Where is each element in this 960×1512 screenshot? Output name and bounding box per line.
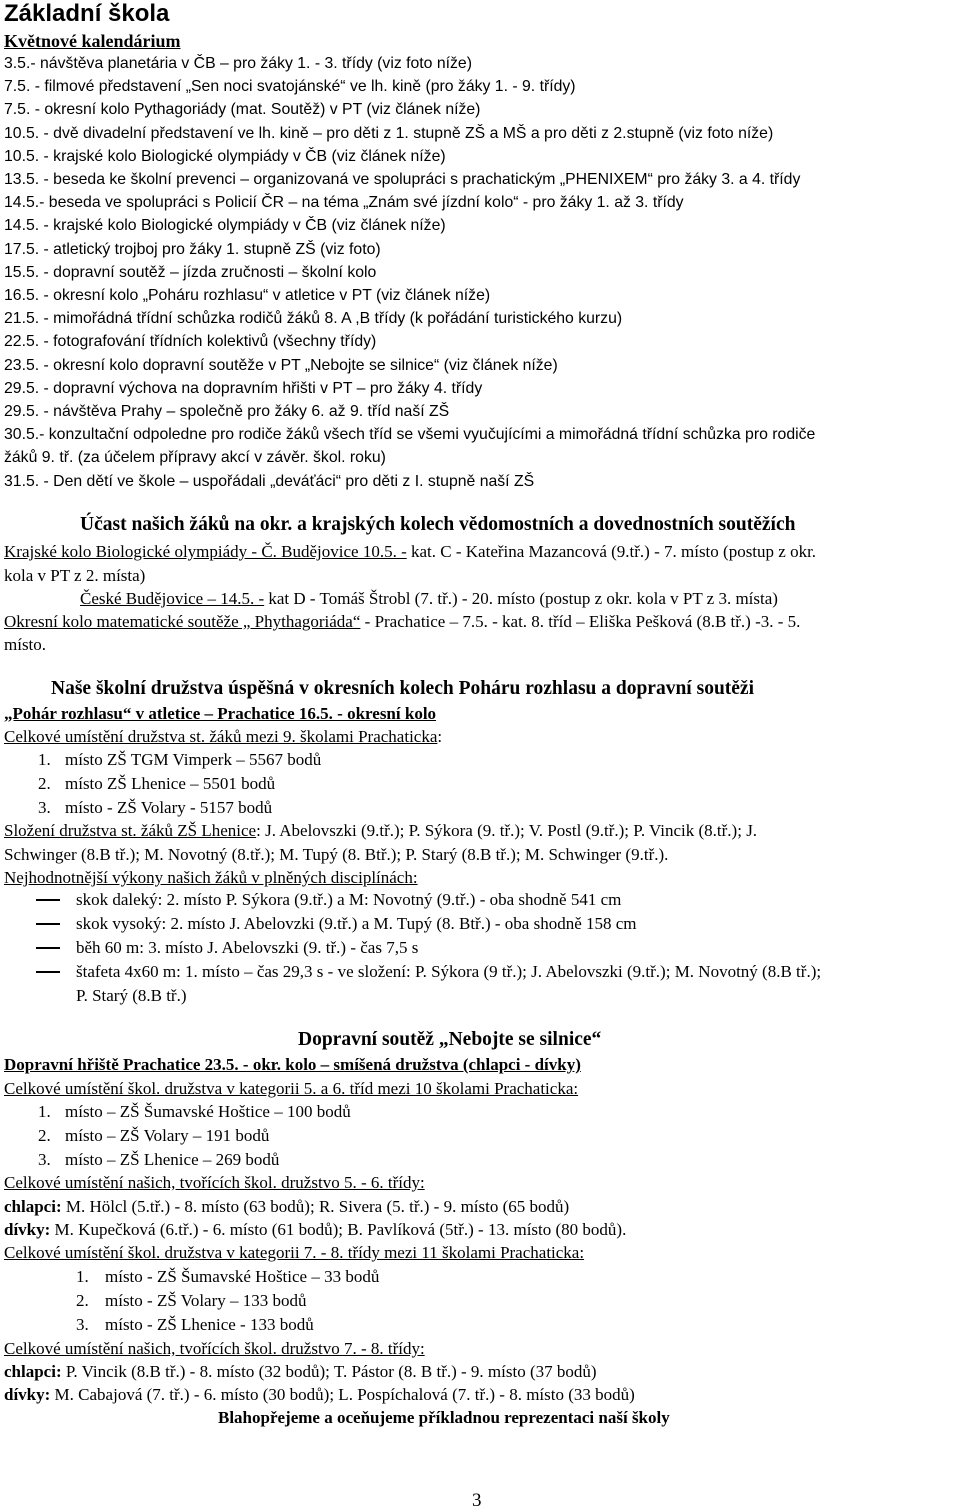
page-number: 3 xyxy=(472,1490,482,1511)
composition-label: Složení družstva st. žáků ZŠ Lhenice xyxy=(4,821,257,840)
girls56-text: M. Kupečková (6.tř.) - 6. místo (61 bodů); B. Pavlíková (5tř.) - 13. místo (80 bodů). xyxy=(50,1220,627,1239)
ranking-item xyxy=(76,1265,379,1289)
boys78-label: chlapci: xyxy=(4,1362,62,1381)
calendar-line: 21.5. - mimořádná třídní schůzka rodičů žáků 8. A ,B třídy (k pořádání turistického kurzu) xyxy=(4,310,623,328)
calendar-line: 29.5. - dopravní výchova na dopravním hřišti v PT – pro žáky 4. třídy xyxy=(4,379,483,397)
ranking-item xyxy=(38,796,272,820)
discipline-item: běh 60 m: 3. místo J. Abelovszki (9. tř.) - čas 7,5 s xyxy=(76,938,419,957)
ranking-num: 1. xyxy=(38,1102,51,1121)
ranking-text: místo - ZŠ Šumavské Hoštice – 33 bodů xyxy=(105,1267,380,1286)
teams-overall-colon: : xyxy=(437,727,443,746)
page-title: Základní škola xyxy=(4,0,170,27)
calendar-line: 7.5. - okresní kolo Pythagoriády (mat. Soutěž) v PT (viz článek níže) xyxy=(4,101,481,119)
calendar-line: 10.5. - krajské kolo Biologické olympiády v ČB (viz článek níže) xyxy=(4,147,446,165)
bio-cb-label: České Budějovice – 14.5. - xyxy=(80,589,265,608)
boys78-text: P. Vincik (8.B tř.) - 8. místo (32 bodů); T. Pástor (8. B tř.) - 9. místo (37 bodů) xyxy=(61,1362,597,1381)
ranking-text: místo – ZŠ Šumavské Hoštice – 100 bodů xyxy=(65,1102,351,1121)
ranking-text: místo ZŠ TGM Vimperk – 5567 bodů xyxy=(65,750,322,769)
girls56-result xyxy=(4,1218,626,1241)
teams-overall-label: Celkové umístění družstva st. žáků mezi 9. školami Prachaticka xyxy=(4,727,438,746)
calendar-line: 15.5. - dopravní soutěž – jízda zručnosti – školní kolo xyxy=(4,263,377,281)
ranking-item xyxy=(38,748,321,772)
calendar-line: 7.5. - filmové představení „Sen noci svatojánské“ ve lh. kině (pro žáky 1. - 9. třídy) xyxy=(4,78,576,96)
dash-bullet xyxy=(36,899,60,901)
dash-bullet xyxy=(36,947,60,949)
calendar-line: 22.5. - fotografování třídních kolektivů (všechny třídy) xyxy=(4,333,377,351)
boys78-result xyxy=(4,1360,597,1383)
cat78-label: Celkové umístění škol. družstva v kategorii 7. - 8. třídy mezi 11 školami Prachaticka: xyxy=(4,1243,585,1262)
ranking-num: 2. xyxy=(38,774,51,793)
calendar-line: 14.5. - krajské kolo Biologické olympiády v ČB (viz článek níže) xyxy=(4,217,446,235)
ranking-text: místo - ZŠ Volary – 133 bodů xyxy=(105,1291,307,1310)
dash-bullet xyxy=(36,971,60,973)
bio-cb-text: kat D - Tomáš Štrobl (7. tř.) - 20. místo (postup z okr. kola v PT z 3. místa) xyxy=(264,589,778,608)
math-cont: místo. xyxy=(4,635,47,654)
ranking-num: 3. xyxy=(38,1150,51,1169)
composition-cont: Schwinger (8.B tř.); M. Novotný (8.tř.); M. Tupý (8. Btř.); P. Starý (8.B tř.); M. Schwinger (9.tř.). xyxy=(4,845,669,864)
team-composition xyxy=(4,819,757,842)
bio-regional-result xyxy=(4,540,816,563)
boys56-result xyxy=(4,1195,569,1218)
teams-title: Naše školní družstva úspěšná v okresních kolech Poháru rozhlasu a dopravní soutěži xyxy=(51,678,755,699)
ind78-label: Celkové umístění našich, tvořících škol. družstvo 7. - 8. třídy: xyxy=(4,1339,425,1358)
ranking-text: místo - ZŠ Lhenice - 133 bodů xyxy=(105,1315,314,1334)
competitions-title: Účast našich žáků na okr. a krajských kolech vědomostních a dovednostních soutěžích xyxy=(80,514,796,535)
discipline-item: štafeta 4x60 m: 1. místo – čas 29,3 s - ve složení: P. Sýkora (9 tř.); J. Abelovszki (9.tř.); M. Novotný (8.B tř.); xyxy=(76,962,822,981)
calendar-line: žáků 9. tř. (za účelem přípravy akcí v závěr. škol. roku) xyxy=(4,449,386,467)
girls56-label: dívky: xyxy=(4,1220,51,1239)
discipline-item-cont: P. Starý (8.B tř.) xyxy=(76,986,187,1005)
composition-text: : J. Abelovszki (9.tř.); P. Sýkora (9. tř.); V. Postl (9.tř.); P. Vincik (8.tř.); J. xyxy=(256,821,758,840)
calendar-line: 10.5. - dvě divadelní představení ve lh. kině – pro děti z 1. stupně ZŠ a MŠ a pro děti z 2.stupně (viz foto níže) xyxy=(4,124,774,142)
boys56-label: chlapci: xyxy=(4,1197,62,1216)
calendar-line: 29.5. - návštěva Prahy – společně pro žáky 6. až 9. tříd naší ZŠ xyxy=(4,403,450,421)
calendar-line: 13.5. - beseda ke školní prevenci – organizovaná ve spolupráci s prachatickým „PHENIXEM“ pro žáky 3. a 4. třídy xyxy=(4,171,801,189)
ranking-text: místo – ZŠ Volary – 191 bodů xyxy=(65,1126,270,1145)
ranking-item xyxy=(38,1148,279,1172)
ranking-text: místo ZŠ Lhenice – 5501 bodů xyxy=(65,774,276,793)
discipline-item: skok daleký: 2. místo P. Sýkora (9.tř.) a M: Novotný (9.tř.) - oba shodně 541 cm xyxy=(76,890,622,909)
discipline-item: skok vysoký: 2. místo J. Abelovzki (9.tř.) a M. Tupý (8. Btř.) - oba shodně 158 cm xyxy=(76,914,637,933)
ranking-num: 1. xyxy=(38,750,51,769)
bio-regional-text: kat. C - Kateřina Mazancová (9.tř.) - 7. místo (postup z okr. xyxy=(406,542,817,561)
calendar-line: 31.5. - Den dětí ve škole – uspořádali „deváťáci“ pro děti z I. stupně naší ZŠ xyxy=(4,472,535,490)
math-result xyxy=(4,610,800,633)
bio-cb-result xyxy=(80,587,778,610)
calendar-line: 30.5.- konzultační odpoledne pro rodiče žáků všech tříd se všemi vyučujícími a mimořádná třídní schůzka pro rodiče xyxy=(4,426,816,444)
ranking-num: 2. xyxy=(76,1291,89,1310)
ranking-item xyxy=(76,1313,314,1337)
ranking-num: 2. xyxy=(38,1126,51,1145)
calendar-line: 17.5. - atletický trojboj pro žáky 1. stupně ZŠ (viz foto) xyxy=(4,240,381,258)
math-label: Okresní kolo matematické soutěže „ Phythagoriáda“ xyxy=(4,612,361,631)
ranking-text: místo - ZŠ Volary - 5157 bodů xyxy=(65,798,273,817)
ranking-text: místo – ZŠ Lhenice – 269 bodů xyxy=(65,1150,280,1169)
teams-overall xyxy=(4,725,442,748)
bio-regional-cont: kola v PT z 2. místa) xyxy=(4,566,146,585)
ranking-item xyxy=(38,1124,269,1148)
ranking-item xyxy=(76,1289,307,1313)
girls78-result xyxy=(4,1383,635,1406)
traffic-title: Dopravní soutěž „Nebojte se silnice“ xyxy=(298,1029,602,1050)
congratulations: Blahopřejeme a oceňujeme příkladnou reprezentaci naší školy xyxy=(218,1408,670,1427)
ranking-num: 1. xyxy=(76,1267,89,1286)
traffic-subtitle: Dopravní hřiště Prachatice 23.5. - okr. kolo – smíšená družstva (chlapci - dívky) xyxy=(4,1055,581,1074)
calendar-line: 16.5. - okresní kolo „Poháru rozhlasu“ v atletice v PT (viz článek níže) xyxy=(4,287,491,305)
girls78-label: dívky: xyxy=(4,1385,51,1404)
ranking-num: 3. xyxy=(38,798,51,817)
ranking-num: 3. xyxy=(76,1315,89,1334)
calendar-heading: Květnové kalendárium xyxy=(4,31,181,51)
boys56-text: M. Hölcl (5.tř.) - 8. místo (63 bodů); R. Sivera (5. tř.) - 9. místo (65 bodů) xyxy=(61,1197,570,1216)
ranking-item xyxy=(38,1100,351,1124)
bio-regional-label: Krajské kolo Biologické olympiády - Č. Budějovice 10.5. - xyxy=(4,542,407,561)
teams-subtitle: „Pohár rozhlasu“ v atletice – Prachatice 16.5. - okresní kolo xyxy=(4,704,437,723)
girls78-text: M. Cabajová (7. tř.) - 6. místo (30 bodů); L. Pospíchalová (7. tř.) - 8. místo (33 bodů) xyxy=(50,1385,635,1404)
dash-bullet xyxy=(36,923,60,925)
math-text: - Prachatice – 7.5. - kat. 8. tříd – Eliška Pešková (8.B tř.) -3. - 5. xyxy=(360,612,801,631)
calendar-line: 14.5.- beseda ve spolupráci s Policií ČR – na téma „Znám své jízdní kolo“ - pro žáky 1. až 3. třídy xyxy=(4,194,684,212)
cat56-label: Celkové umístění škol. družstva v kategorii 5. a 6. tříd mezi 10 školami Prachaticka: xyxy=(4,1079,579,1098)
ranking-item xyxy=(38,772,275,796)
calendar-line: 23.5. - okresní kolo dopravní soutěže v PT „Nebojte se silnice“ (viz článek níže) xyxy=(4,356,558,374)
best-performances-label: Nejhodnotnější výkony našich žáků v plněných disciplínách: xyxy=(4,868,418,887)
ind56-label: Celkové umístění našich, tvořících škol. družstvo 5. - 6. třídy: xyxy=(4,1173,425,1192)
calendar-list xyxy=(4,52,815,493)
calendar-line: 3.5.- návštěva planetária v ČB – pro žáky 1. - 3. třídy (viz foto níže) xyxy=(4,55,472,72)
